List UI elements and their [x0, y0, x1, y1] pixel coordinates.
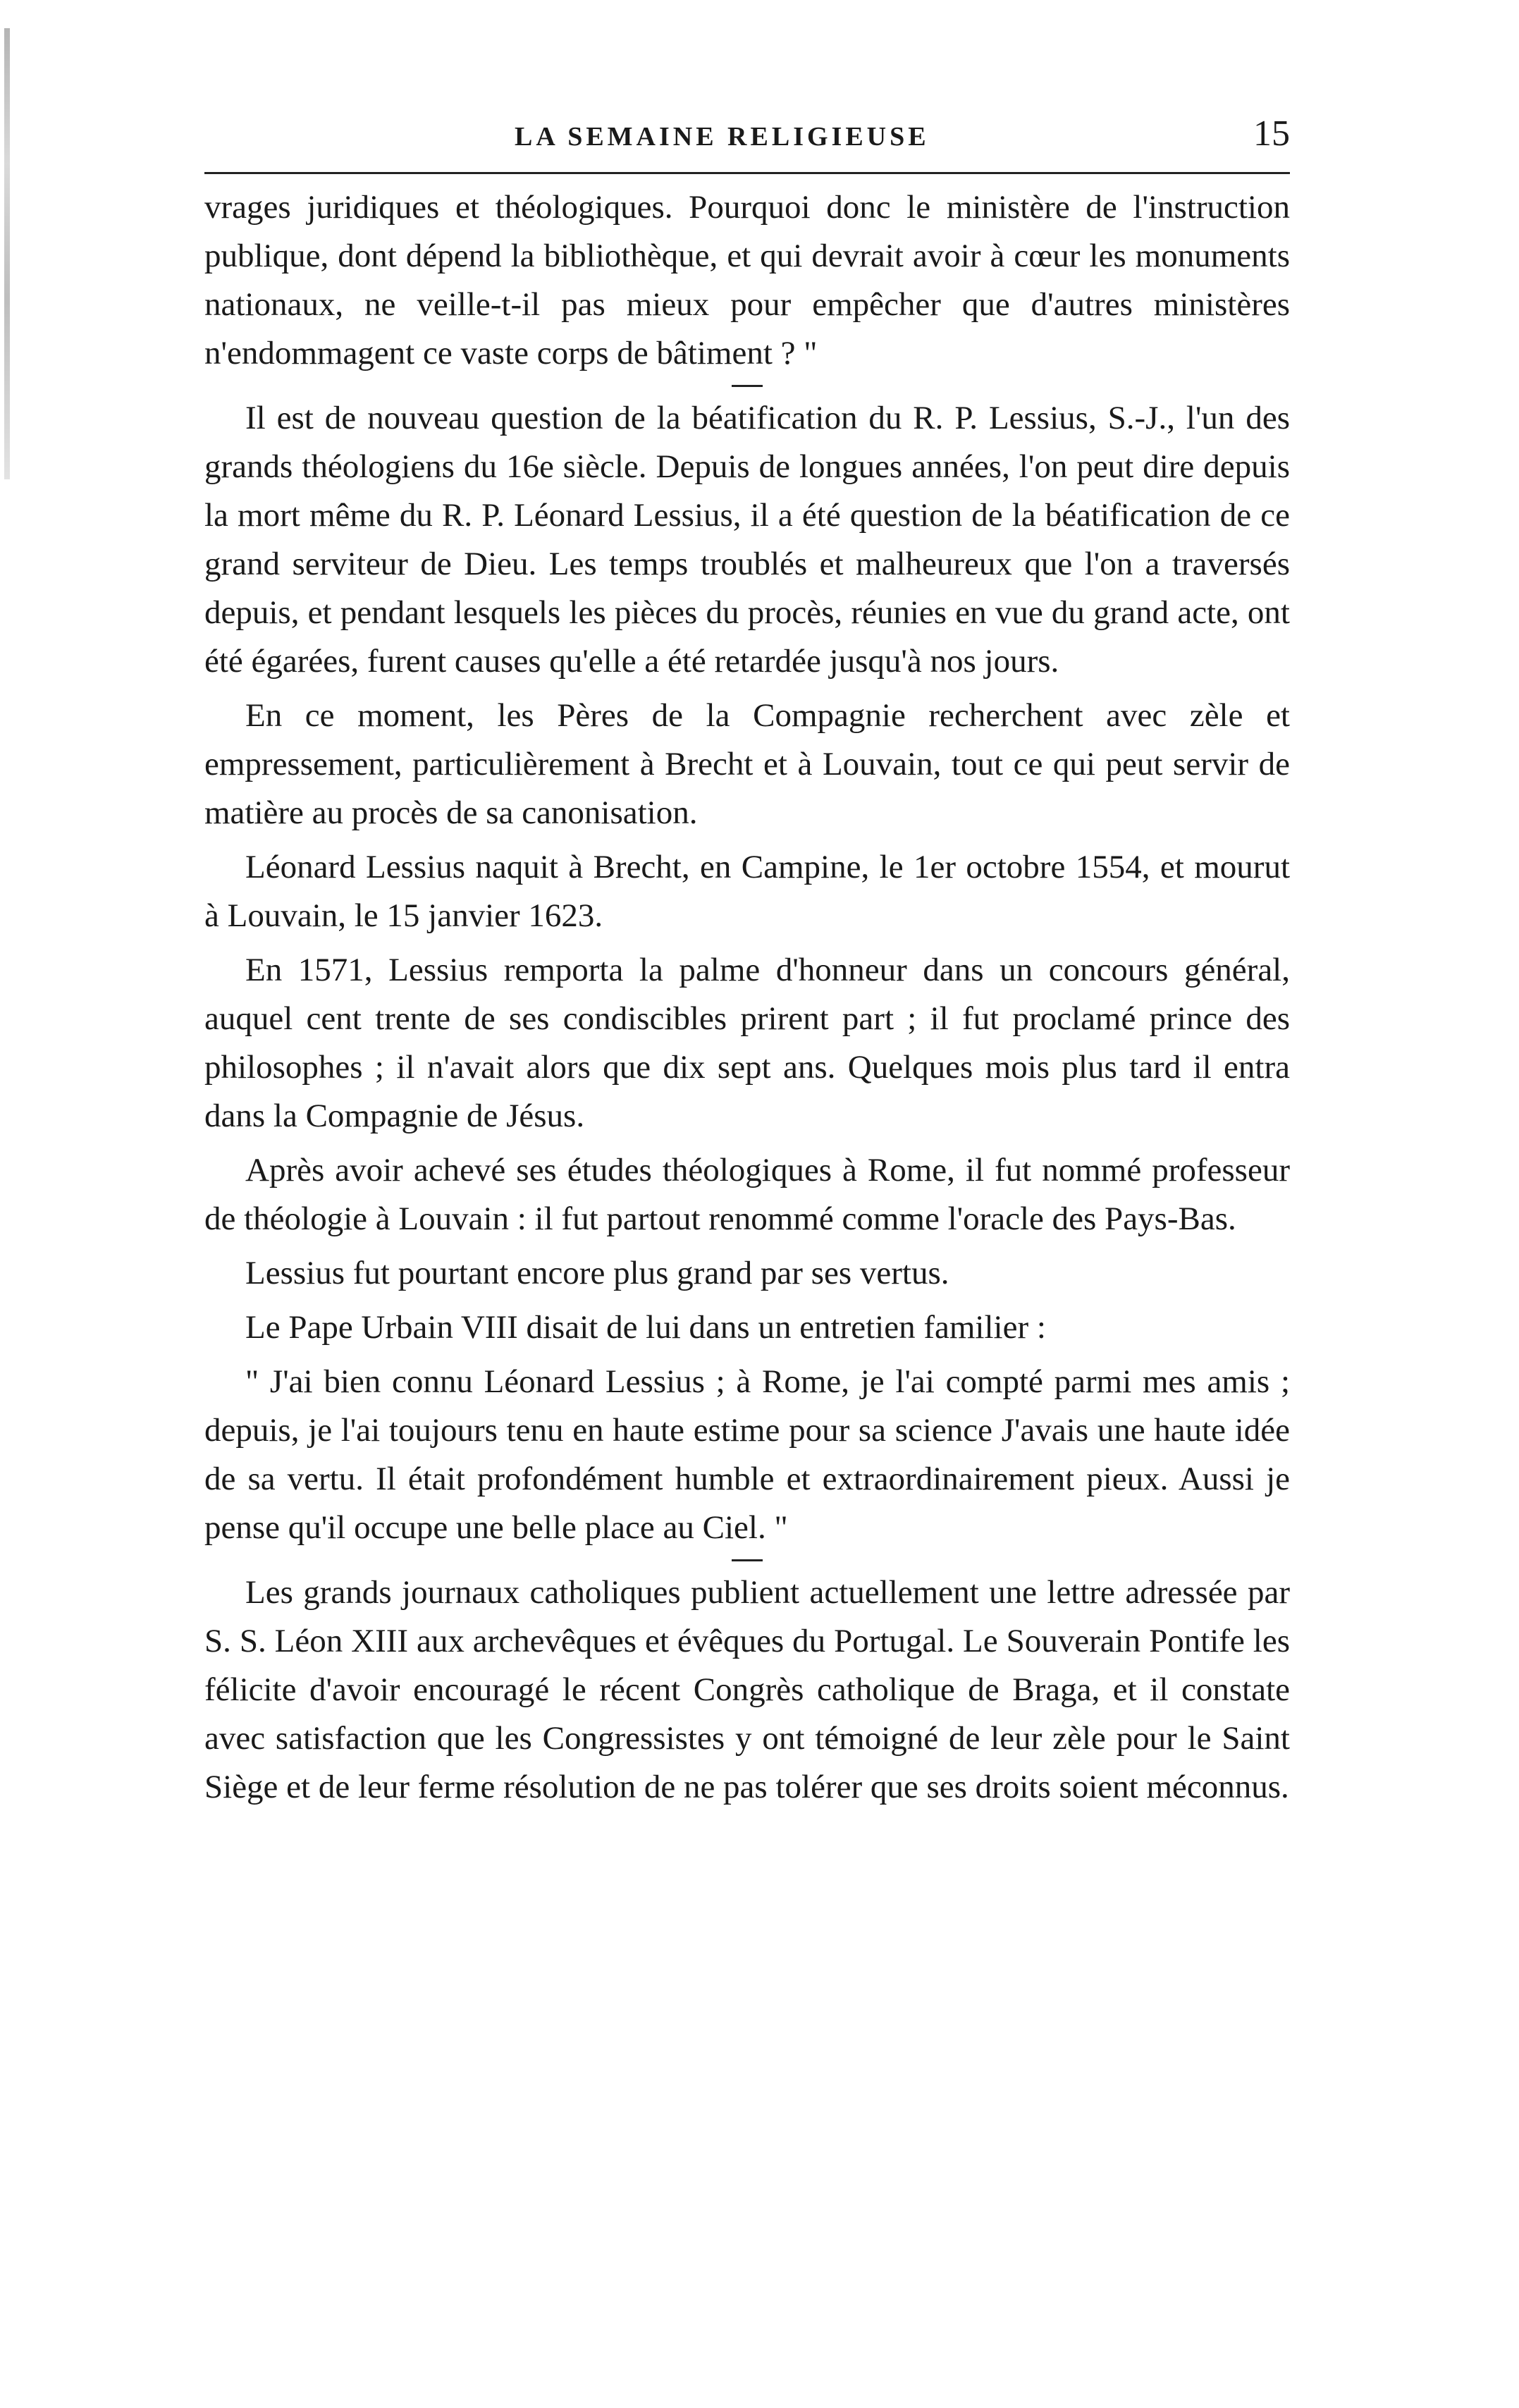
paragraph-rome-studies: Après avoir achevé ses études théologiques à Rome, il fut nommé professeur de théologie à Louvain : il fut partout renommé comme l'oracle des Pays-Bas.: [204, 1152, 1290, 1237]
section-divider: [732, 1559, 763, 1561]
paragraph-1571: En 1571, Lessius remporta la palme d'honneur dans un concours général, auquel cent trente de ses condiscibles prirent part ; il fut proclamé prince des philosophes ; il n'avait alors que dix sept ans. Quelques mois plus tard il entra dans la Compagnie de Jésus.: [204, 952, 1290, 1134]
page-number: 15: [1253, 113, 1290, 154]
page-header: [204, 113, 1290, 162]
header-rule: [204, 172, 1290, 174]
paragraph-lessius-beatification: Il est de nouveau question de la béatification du R. P. Lessius, S.-J., l'un des grands théologiens du 16e siècle. Depuis de longues années, l'on peut dire depuis la mort même du R. P. Léonard Lessius, il a été question de la béatification de ce grand serviteur de Dieu. Les temps troublés et malheureux que l'on a traversés depuis, et pendant lesquels les pièces du procès, réunies en vue du grand acte, ont été égarées, furent causes qu'elle a été retardée jusqu'à nos jours.: [204, 400, 1290, 680]
paragraph-company-research: En ce moment, les Pères de la Compagnie recherchent avec zèle et empressement, particulièrement à Brecht et à Louvain, tout ce qui peut servir de matière au procès de sa canonisation.: [204, 697, 1290, 831]
section-divider: [732, 385, 763, 387]
paragraph-birth-death: Léonard Lessius naquit à Brecht, en Campine, le 1er octobre 1554, et mourut à Louvain, le 15 janvier 1623.: [204, 849, 1290, 934]
paragraph-virtues: Lessius fut pourtant encore plus grand par ses vertus.: [245, 1255, 949, 1291]
paragraph-continuation: vrages juridiques et théologiques. Pourquoi donc le ministère de l'instruction publique, dont dépend la bibliothèque, et qui devrait avoir à cœur les monuments nationaux, ne veille-t-il pas mieux pour empêcher que d'autres ministères n'endommagent ce vaste corps de bâtiment ? ": [204, 189, 1290, 371]
running-title: LA SEMAINE RELIGIEUSE: [515, 122, 930, 152]
body-text: [204, 183, 1290, 1817]
paragraph-urban-viii: Le Pape Urbain VIII disait de lui dans un entretien familier :: [245, 1309, 1046, 1346]
paragraph-quote: " J'ai bien connu Léonard Lessius ; à Rome, je l'ai compté parmi mes amis ; depuis, je l'ai toujours tenu en haute estime pour sa science J'avais une haute idée de sa vertu. Il était profondément humble et extraordinairement pieux. Aussi je pense qu'il occupe une belle place au Ciel. ": [204, 1363, 1290, 1546]
page-edge-mark: [4, 28, 10, 479]
paragraph-leo-xiii-letter: Les grands journaux catholiques publient actuellement une lettre adressée par S. S. Léon XIII aux archevêques et évêques du Portugal. Le Souverain Pontife les félicite d'avoir encouragé le récent Congrès catholique de Braga, et il constate avec satisfaction que les Congressistes y ont témoigné de leur zèle pour le Saint Siège et de leur ferme résolution de ne pas tolérer que ses droits soient méconnus.: [204, 1574, 1290, 1805]
